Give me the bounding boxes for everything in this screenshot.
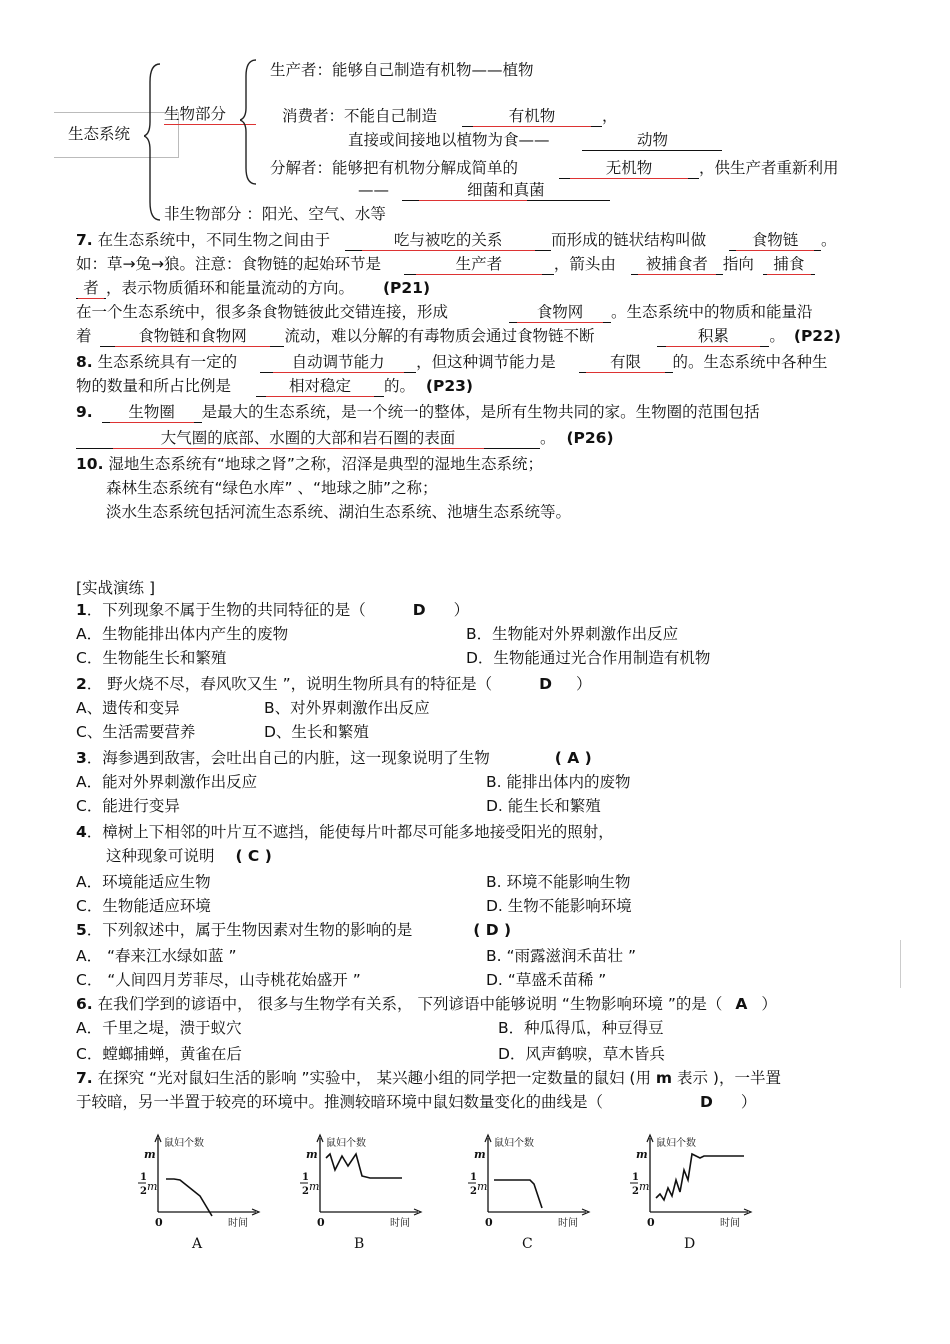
graph-B-ylabel: 鼠妇个数 [326, 1138, 366, 1149]
graph-A-half-num: 1 [140, 1172, 147, 1183]
p6-option-b: B．种瓜得瓜，种豆得豆 [498, 1019, 664, 1037]
graph-A-label: A [192, 1236, 203, 1252]
p2-stem: 2． 野火烧不尽，春风吹又生 ”，说明生物所具有的特征是（ D ） [76, 675, 592, 693]
p6-option-a: A．千里之堤，溃于蚁穴 [76, 1019, 242, 1037]
graph-B-zero: 0 [317, 1216, 325, 1229]
graph-C-m-tick: m [474, 1148, 486, 1161]
p1-stem: 1．下列现象不属于生物的共同特征的是（ D ） [76, 601, 470, 619]
graph-A-ylabel: 鼠妇个数 [164, 1138, 204, 1149]
graph-D-half-num: 1 [632, 1172, 639, 1183]
graph-B-half-m: m [309, 1180, 320, 1193]
big-brace [144, 62, 164, 222]
graph-C-ylabel: 鼠妇个数 [494, 1138, 534, 1149]
q7-line-5: 着 食物链和食物网 流动，难以分解的有毒物质会通过食物链不断 积累 。 (P22) [76, 327, 841, 345]
p5-option-d: D. “草盛禾苗稀 ” [486, 971, 607, 989]
graph-B-curve [326, 1154, 402, 1178]
graph-D-half-den: 2 [632, 1186, 639, 1197]
root-label: 生态系统 [68, 125, 131, 143]
q7-line-1: 7. 在生态系统中，不同生物之间由于 吃与被吃的关系 而形成的链状结构叫做 食物链 。 [76, 231, 837, 249]
p1-option-a: A．生物能排出体内产生的废物 [76, 625, 289, 643]
graph-A-half-den: 2 [140, 1186, 147, 1197]
p3-option-a: A．能对外界刺激作出反应 [76, 773, 258, 791]
p4-option-b: B. 环境不能影响生物 [486, 873, 631, 891]
consumer-line-2: 直接或间接地以植物为食—— 动物 [348, 130, 722, 151]
graph-C-half-den: 2 [470, 1186, 477, 1197]
p1-option-b: B．生物能对外界刺激作出反应 [466, 625, 679, 643]
p7-stem: 7. 在探究 “光对鼠妇生活的影响 ”实验中， 某兴趣小组的同学把一定数量的鼠妇 (用 m 表示 )，一半置 [76, 1069, 781, 1087]
p2-option-b: B、对外界刺激作出反应 [264, 699, 430, 717]
p6-option-d: D．风声鹤唳，草木皆兵 [498, 1045, 665, 1063]
q8-line-1: 8. 生态系统具有一定的 自动调节能力 ，但这种调节能力是 有限 的。生态系统中各种生 [76, 353, 828, 371]
graph-C-half-num: 1 [470, 1172, 477, 1183]
p3-option-b: B. 能排出体内的废物 [486, 773, 631, 791]
graphs-row [128, 1130, 798, 1260]
p2-option-d: D、生长和繁殖 [264, 723, 369, 741]
graph-A-xlabel: 时间 [228, 1218, 248, 1229]
p5-option-b: B. “雨露滋润禾苗壮 ” [486, 947, 636, 965]
p1-option-d: D．生物能通过光合作用制造有机物 [466, 649, 711, 667]
q10-line-3: 淡水生态系统包括河流生态系统、湖泊生态系统、池塘生态系统等。 [106, 503, 572, 521]
graph-D-zero: 0 [647, 1216, 655, 1229]
q9-line-1: 9. 生物圈 是最大的生态系统，是一个统一的整体，是所有生物共同的家。生物圈的范围包括 [76, 403, 760, 421]
small-brace [240, 58, 260, 186]
q8-line-2: 物的数量和所占比例是 相对稳定 的。 (P23) [76, 377, 474, 395]
graph-A-curve [166, 1179, 212, 1216]
graph-B-xlabel: 时间 [390, 1218, 410, 1229]
q7-line-2: 如：草→兔→狼。注意：食物链的起始环节是 生产者 ，箭头由 被捕食者 指向 捕食 [76, 254, 815, 275]
nonbio-line: 非生物部分 ：阳光、空气、水等 [164, 205, 386, 223]
p7-stem-2: 于较暗，另一半置于较亮的环境中。推测较暗环境中鼠妇数量变化的曲线是（ D ） [76, 1093, 757, 1111]
p2-option-c: C、生活需要营养 [76, 723, 196, 741]
graph-C-half-m: m [477, 1180, 488, 1193]
q10-line-2: 森林生态系统有“绿色水库” 、“地球之肺”之称； [106, 479, 438, 497]
p5-option-c: C． “人间四月芳菲尽，山寺桃花始盛开 ” [76, 971, 361, 989]
graph-C-xlabel: 时间 [558, 1218, 578, 1229]
decomposer-line-1: 分解者：能够把有机物分解成简单的 无机物 ，供生产者重新利用 [270, 159, 839, 177]
p5-option-a: A． “春来江水绿如蓝 ” [76, 947, 237, 965]
graph-B-label: B [354, 1236, 365, 1252]
graph-A-half-m: m [147, 1180, 158, 1193]
practice-heading: [实战演练 ] [76, 579, 156, 597]
p4-option-c: C．生物能适应环境 [76, 897, 211, 915]
graph-A-m-tick: m [144, 1148, 156, 1161]
graph-B-half-num: 1 [302, 1172, 309, 1183]
graph-D-curve [656, 1154, 744, 1200]
p6-option-c: C．螳螂捕蝉，黄雀在后 [76, 1045, 242, 1063]
producer-line: 生产者：能够自己制造有机物——植物 [270, 61, 534, 79]
decomposer-line-2: —— 细菌和真菌 [358, 180, 610, 201]
p4-option-a: A．环境能适应生物 [76, 873, 211, 891]
graph-D-xlabel: 时间 [720, 1218, 740, 1229]
p4-stem: 4．樟树上下相邻的叶片互不遮挡，能使每片叶都尽可能多地接受阳光的照射， [76, 823, 614, 841]
graph-D-half-m: m [639, 1180, 650, 1193]
p5-stem: 5．下列叙述中，属于生物因素对生物的影响的是 ( D ) [76, 921, 512, 939]
p1-option-c: C．生物能生长和繁殖 [76, 649, 227, 667]
graph-C-zero: 0 [485, 1216, 493, 1229]
graph-D-label: D [684, 1236, 696, 1252]
ecosystem-diagram [0, 0, 950, 230]
q9-line-2: 大气圈的底部、水圈的大部和岩石圈的表面 。 (P26) [76, 428, 614, 449]
p4-stem-2: 这种现象可说明 ( C ) [106, 847, 272, 865]
q7-line-4: 在一个生态系统中，很多条食物链彼此交错连接，形成 食物网 。生态系统中的物质和能量沿 [76, 303, 813, 321]
graph-D-m-tick: m [636, 1148, 648, 1161]
p2-option-a: A、遗传和变异 [76, 699, 180, 717]
p4-option-d: D. 生物不能影响环境 [486, 897, 632, 915]
graph-C-label: C [522, 1236, 533, 1252]
p3-stem: 3．海参遇到敌害，会吐出自己的内脏，这一现象说明了生物 ( A ) [76, 749, 592, 767]
p3-option-d: D. 能生长和繁殖 [486, 797, 601, 815]
graph-B-m-tick: m [306, 1148, 318, 1161]
consumer-line-1: 消费者：不能自己制造 有机物 ， [282, 107, 618, 125]
p3-option-c: C．能进行变异 [76, 797, 180, 815]
graph-B-half-den: 2 [302, 1186, 309, 1197]
q7-line-3: 者 ，表示物质循环和能量流动的方向。 (P21) [76, 278, 430, 299]
graph-D-ylabel: 鼠妇个数 [656, 1138, 696, 1149]
p6-stem: 6. 在我们学到的谚语中， 很多与生物学有关系， 下列谚语中能够说明 “生物影响环境 ”的是（ A ） [76, 995, 777, 1013]
graph-C-curve [494, 1180, 542, 1208]
graph-A-zero: 0 [155, 1216, 163, 1229]
bio-part-label: 生物部分 [164, 104, 226, 124]
graphs-svg [128, 1130, 798, 1260]
q10-line-1: 10. 湿地生态系统有“地球之肾”之称，沼泽是典型的湿地生态系统； [76, 455, 543, 473]
